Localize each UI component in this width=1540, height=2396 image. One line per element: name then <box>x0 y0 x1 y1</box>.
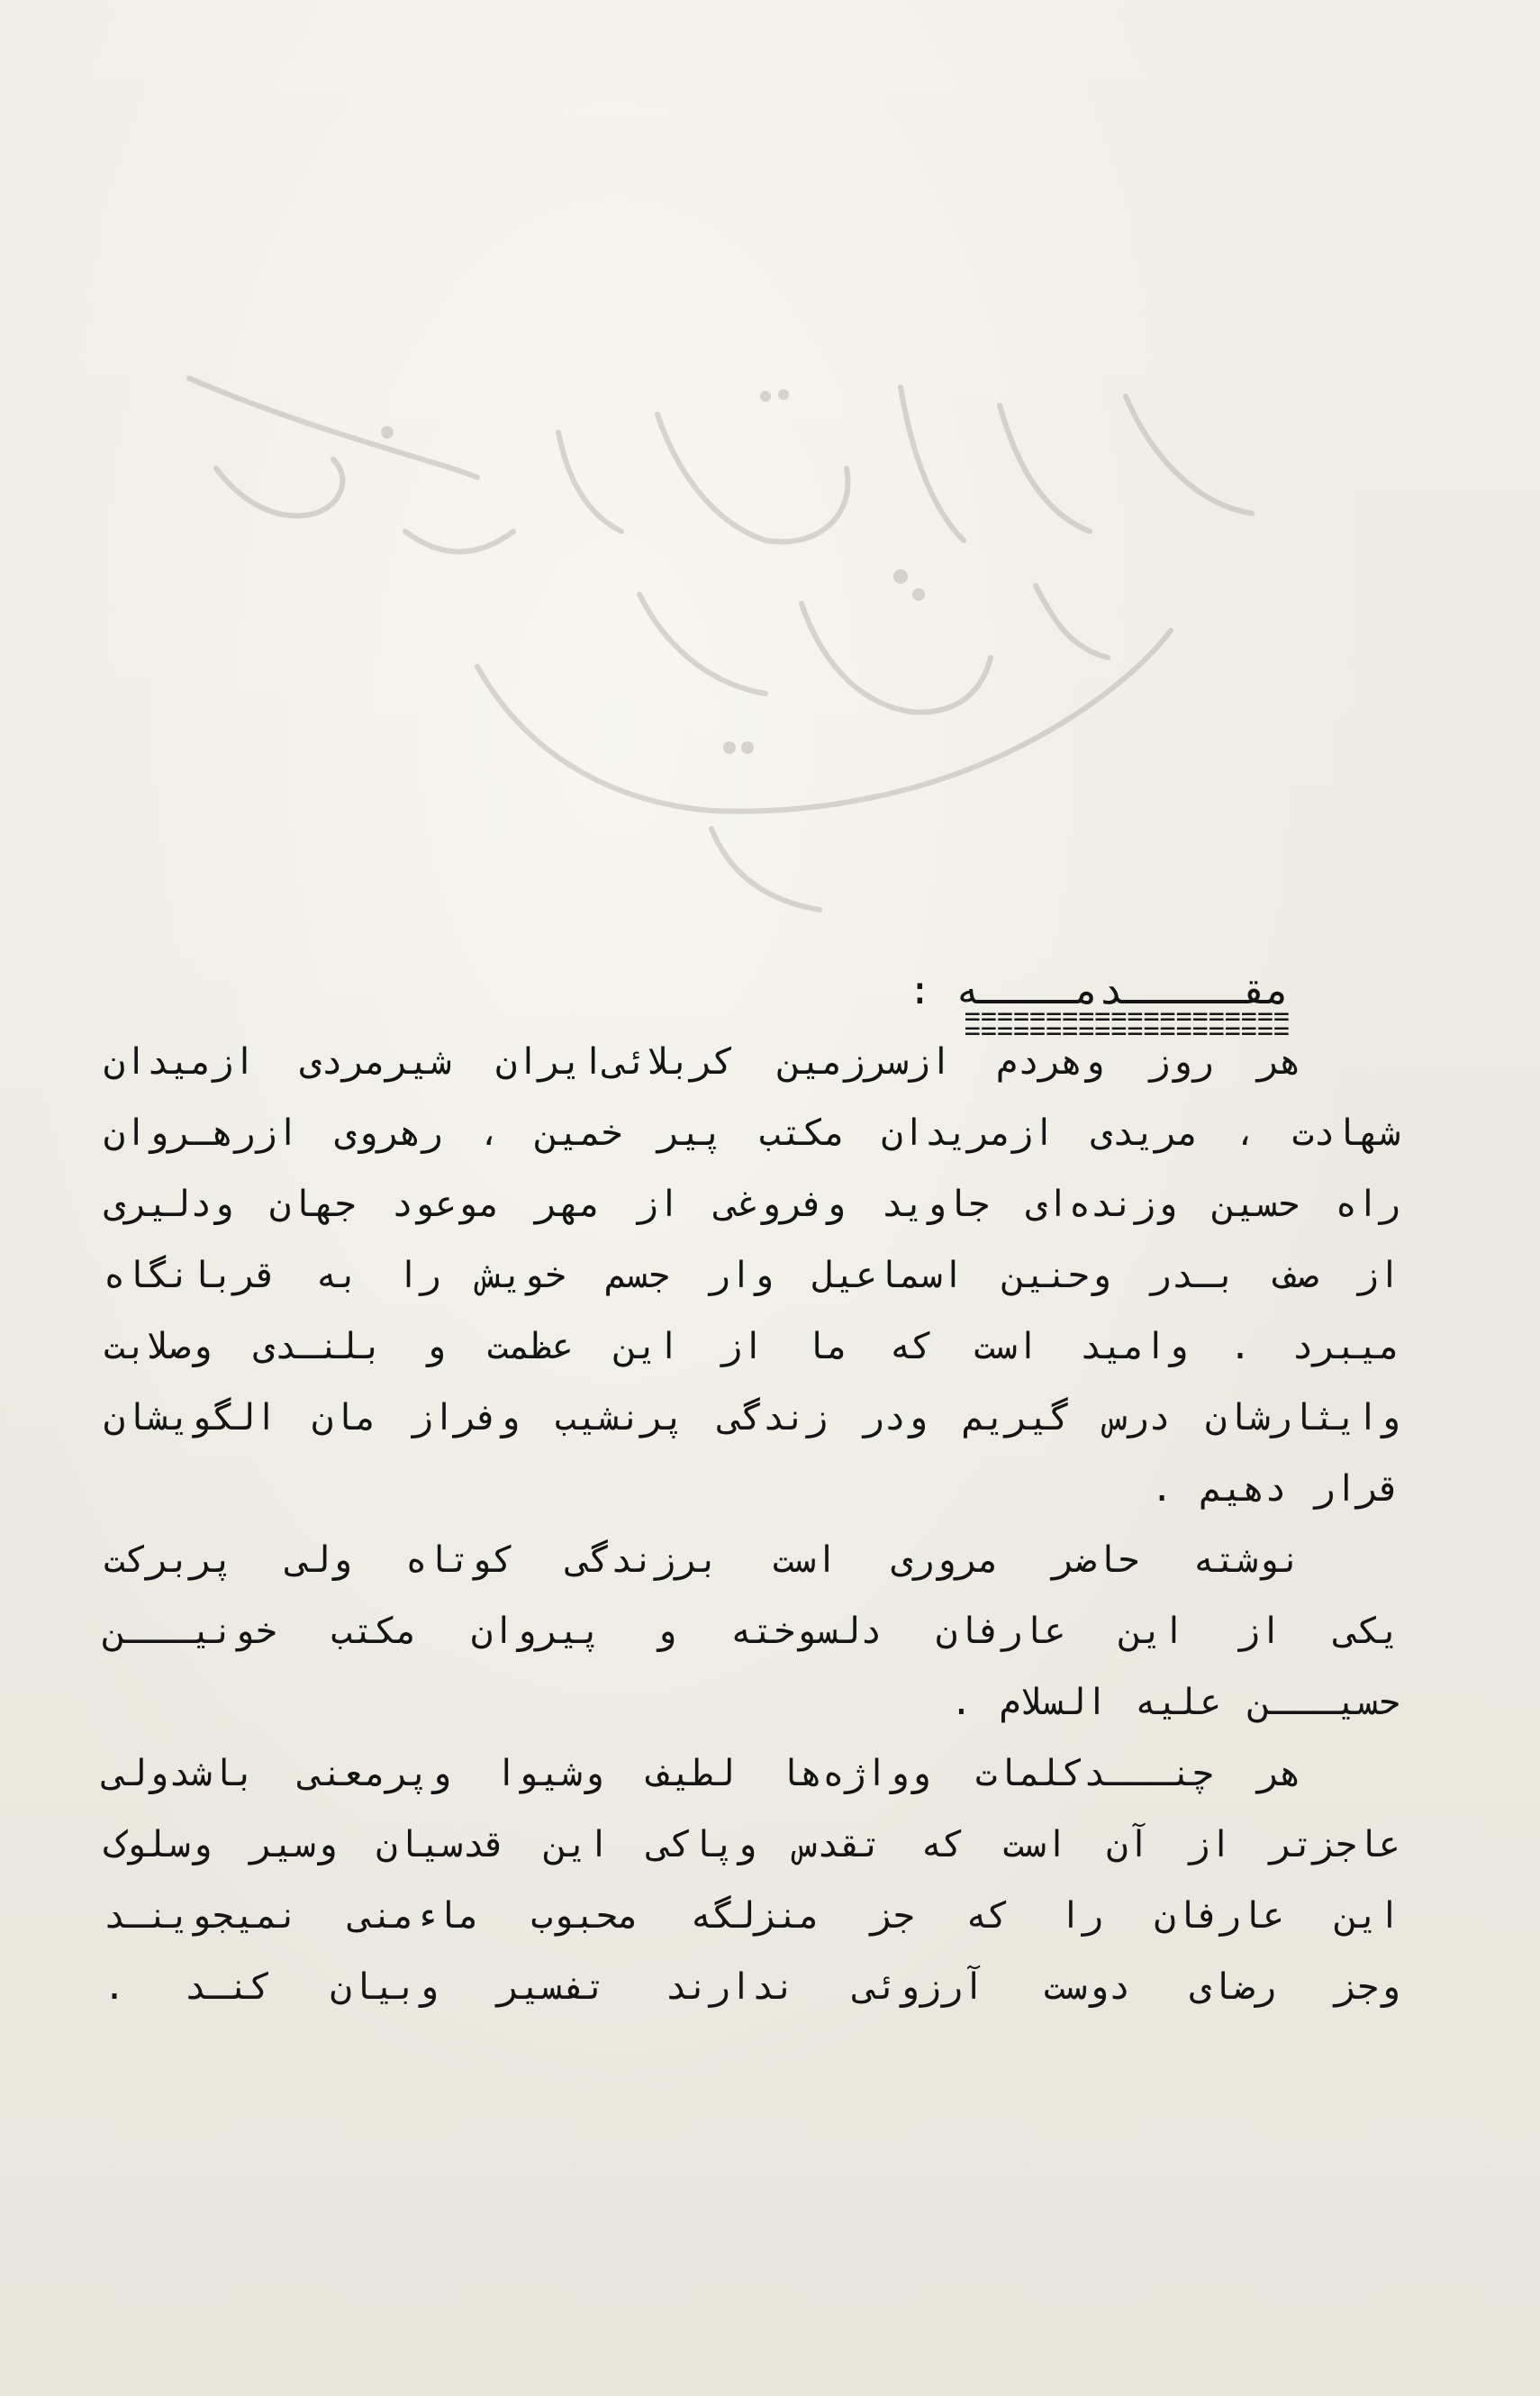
show-through-calligraphy <box>135 324 1351 955</box>
text-line: وایثارشان درس گیریم ودر زندگی پرنشیب وفراز مان الگویشان <box>104 1397 1400 1439</box>
heading-underline-line-1 <box>965 1007 1290 1021</box>
text-line: هر روز وهردم ازسرزمین کربلائی‌ایران شیرمردی ازمیدان <box>104 1041 1301 1083</box>
text-line: حسیـــن علیه السلام . <box>950 1682 1400 1723</box>
text-line: میبرد . وامید است که ما از این عظمت و بلنـدی وصلابت <box>104 1326 1400 1367</box>
text-line: شهادت ، مریدی ازمریدان مکتب پیر خمین ، رهروی ازرهـروان <box>104 1112 1400 1154</box>
text-line: هر چنـــدکلمات وواژه‌ها لطیف وشیوا وپرمعنی باشدولی <box>104 1753 1301 1794</box>
text-line: این عارفان را که جز منزلگه محبوب ماءمنی نمیجوینـد <box>104 1895 1400 1937</box>
text-line: عاجزتر از آن است که تقدس وپاکی این قدسیان وسیر وسلوک <box>104 1824 1400 1865</box>
text-line: از صف بـدر وحنین اسماعیل وار جسم خویش را به قربانگاه <box>104 1255 1400 1296</box>
heading-title: مقـــــدمــــه : <box>908 967 1290 1013</box>
text-line: قرار دهیم . <box>1151 1468 1400 1510</box>
text-line: یکی از این عارفان دلسوخته و پیروان مکتب خونیـــن <box>104 1611 1400 1652</box>
text-line: وجز رضای دوست آرزوئی ندارند تفسیر وبیان کنـد . <box>104 1966 1400 2008</box>
text-line: راه حسین وزنده‌ای جاوید وفروغی از مهر موعود جهان ودلیری <box>104 1184 1400 1225</box>
text-line: نوشته حاضر مروری است برزندگی کوتاه ولی پربرکت <box>104 1539 1301 1581</box>
body-text <box>104 1027 1400 2023</box>
